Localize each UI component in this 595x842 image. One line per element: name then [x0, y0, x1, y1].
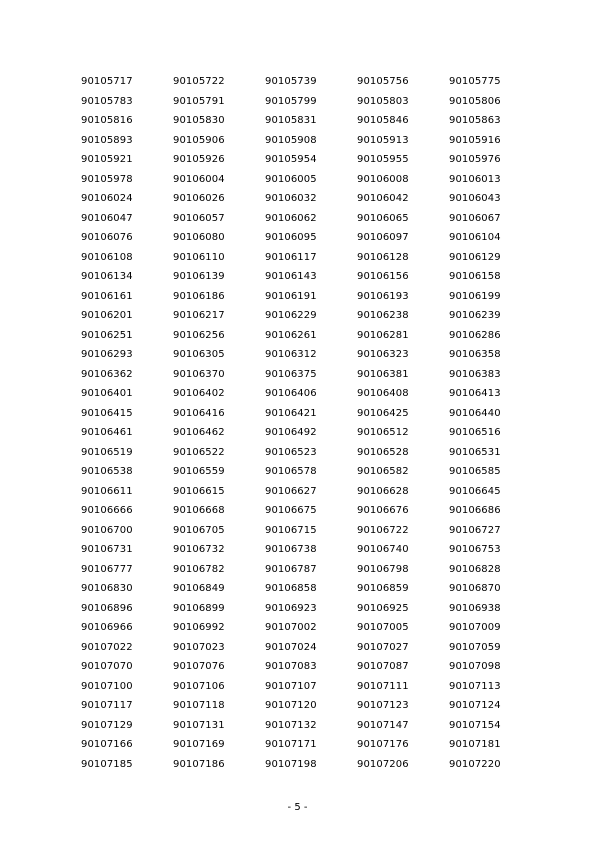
table-cell: 90107185	[81, 758, 133, 770]
table-cell: 90106062	[265, 212, 317, 224]
table-cell: 90106065	[357, 212, 409, 224]
table-cell: 90106668	[173, 505, 225, 516]
table-cell: 90106992	[173, 622, 225, 633]
table-cell: 90106408	[357, 388, 409, 399]
table-cell: 90106005	[265, 173, 317, 185]
table-cell: 90107186	[173, 758, 225, 770]
table-cell: 90106425	[357, 407, 409, 419]
table-cell: 90106522	[173, 446, 225, 458]
table-cell: 90105831	[265, 115, 317, 126]
table-cell: 90106828	[449, 563, 501, 575]
table-cell: 90106859	[357, 583, 409, 594]
table-cell: 90106896	[81, 602, 133, 614]
table-cell: 90106753	[449, 544, 501, 555]
table-cell: 90106519	[81, 446, 133, 458]
table-cell: 90106666	[81, 505, 133, 516]
table-cell: 90106523	[265, 446, 317, 458]
number-table	[81, 72, 541, 774]
table-cell: 90106406	[265, 388, 317, 399]
table-cell: 90107023	[173, 641, 225, 653]
table-cell: 90106686	[449, 505, 501, 516]
table-cell: 90106362	[81, 368, 133, 380]
table-cell: 90106966	[81, 622, 133, 633]
table-cell: 90105806	[449, 95, 501, 107]
table-cell: 90106787	[265, 563, 317, 575]
table-cell: 90106229	[265, 310, 317, 321]
table-cell: 90107098	[449, 661, 501, 672]
table-cell: 90107220	[449, 758, 501, 770]
table-cell: 90106578	[265, 466, 317, 477]
table-cell: 90107129	[81, 719, 133, 731]
table-cell: 90106516	[449, 427, 501, 438]
table-cell: 90106134	[81, 271, 133, 282]
table-cell: 90107083	[265, 661, 317, 672]
table-cell: 90106128	[357, 251, 409, 263]
table-cell: 90106531	[449, 446, 501, 458]
table-cell: 90107154	[449, 719, 501, 731]
table-cell: 90106421	[265, 407, 317, 419]
table-cell: 90106830	[81, 583, 133, 594]
table-cell: 90107027	[357, 641, 409, 653]
table-cell: 90106199	[449, 290, 501, 302]
table-cell: 90106416	[173, 407, 225, 419]
table-cell: 90106440	[449, 407, 501, 419]
table-cell: 90107117	[81, 700, 133, 711]
table-cell: 90106251	[81, 329, 133, 341]
table-cell: 90106645	[449, 485, 501, 497]
table-cell: 90106108	[81, 251, 133, 263]
table-cell: 90106611	[81, 485, 133, 497]
table-cell: 90106722	[357, 524, 409, 536]
table-cell: 90105978	[81, 173, 133, 185]
table-cell: 90106538	[81, 466, 133, 477]
table-cell: 90106358	[449, 349, 501, 360]
table-cell: 90106738	[265, 544, 317, 555]
table-cell: 90106798	[357, 563, 409, 575]
table-cell: 90107022	[81, 641, 133, 653]
table-cell: 90106117	[265, 251, 317, 263]
table-cell: 90105799	[265, 95, 317, 107]
table-cell: 90106740	[357, 544, 409, 555]
table-cell: 90106923	[265, 602, 317, 614]
table-cell: 90105830	[173, 115, 225, 126]
table-cell: 90107206	[357, 758, 409, 770]
table-cell: 90106323	[357, 349, 409, 360]
table-cell: 90106849	[173, 583, 225, 594]
table-cell: 90105921	[81, 154, 133, 165]
table-cell: 90105955	[357, 154, 409, 165]
table-cell: 90107120	[265, 700, 317, 711]
table-cell: 90106097	[357, 232, 409, 243]
table-cell: 90106032	[265, 193, 317, 204]
table-cell: 90107076	[173, 661, 225, 672]
table-cell: 90107009	[449, 622, 501, 633]
table-cell: 90105756	[357, 76, 409, 87]
table-cell: 90106161	[81, 290, 133, 302]
table-cell: 90106191	[265, 290, 317, 302]
table-cell: 90105775	[449, 76, 501, 87]
table-cell: 90107059	[449, 641, 501, 653]
table-cell: 90106043	[449, 193, 501, 204]
table-cell: 90106383	[449, 368, 501, 380]
table-cell: 90107002	[265, 622, 317, 633]
table-cell: 90106104	[449, 232, 501, 243]
table-cell: 90106139	[173, 271, 225, 282]
table-cell: 90107198	[265, 758, 317, 770]
table-cell: 90107181	[449, 739, 501, 750]
table-cell: 90107106	[173, 680, 225, 692]
table-cell: 90106582	[357, 466, 409, 477]
table-cell: 90106201	[81, 310, 133, 321]
table-cell: 90105846	[357, 115, 409, 126]
table-cell: 90106615	[173, 485, 225, 497]
table-cell: 90107107	[265, 680, 317, 692]
table-cell: 90106076	[81, 232, 133, 243]
table-cell: 90106008	[357, 173, 409, 185]
table-cell: 90105976	[449, 154, 501, 165]
table-cell: 90107113	[449, 680, 501, 692]
table-cell: 90106312	[265, 349, 317, 360]
table-cell: 90106067	[449, 212, 501, 224]
table-cell: 90106528	[357, 446, 409, 458]
table-cell: 90106158	[449, 271, 501, 282]
table-cell: 90106401	[81, 388, 133, 399]
table-cell: 90105926	[173, 154, 225, 165]
table-cell: 90106585	[449, 466, 501, 477]
table-cell: 90106512	[357, 427, 409, 438]
table-cell: 90106870	[449, 583, 501, 594]
table-cell: 90106004	[173, 173, 225, 185]
table-cell: 90106462	[173, 427, 225, 438]
table-cell: 90107131	[173, 719, 225, 731]
table-cell: 90106370	[173, 368, 225, 380]
table-cell: 90107087	[357, 661, 409, 672]
table-cell: 90106047	[81, 212, 133, 224]
table-cell: 90106415	[81, 407, 133, 419]
table-cell: 90107100	[81, 680, 133, 692]
table-cell: 90105816	[81, 115, 133, 126]
table-cell: 90107070	[81, 661, 133, 672]
table-cell: 90105913	[357, 134, 409, 146]
table-cell: 90107176	[357, 739, 409, 750]
table-cell: 90106256	[173, 329, 225, 341]
table-cell: 90106239	[449, 310, 501, 321]
table-cell: 90106217	[173, 310, 225, 321]
table-cell: 90106013	[449, 173, 501, 185]
table-cell: 90106858	[265, 583, 317, 594]
page-number: - 5 -	[287, 802, 308, 813]
table-cell: 90107147	[357, 719, 409, 731]
table-cell: 90106143	[265, 271, 317, 282]
table-cell: 90106129	[449, 251, 501, 263]
table-cell: 90106461	[81, 427, 133, 438]
table-cell: 90106715	[265, 524, 317, 536]
table-cell: 90107118	[173, 700, 225, 711]
table-cell: 90106731	[81, 544, 133, 555]
table-cell: 90106627	[265, 485, 317, 497]
table-cell: 90105739	[265, 76, 317, 87]
table-cell: 90105803	[357, 95, 409, 107]
table-cell: 90106293	[81, 349, 133, 360]
table-cell: 90106782	[173, 563, 225, 575]
table-cell: 90105791	[173, 95, 225, 107]
table-cell: 90107132	[265, 719, 317, 731]
table-cell: 90106732	[173, 544, 225, 555]
table-cell: 90105916	[449, 134, 501, 146]
table-cell: 90106238	[357, 310, 409, 321]
table-cell: 90106110	[173, 251, 225, 263]
table-cell: 90105908	[265, 134, 317, 146]
table-cell: 90106305	[173, 349, 225, 360]
table-cell: 90106925	[357, 602, 409, 614]
table-cell: 90107024	[265, 641, 317, 653]
table-cell: 90106281	[357, 329, 409, 341]
table-cell: 90106559	[173, 466, 225, 477]
table-cell: 90107005	[357, 622, 409, 633]
table-cell: 90106675	[265, 505, 317, 516]
table-cell: 90106080	[173, 232, 225, 243]
table-cell: 90106705	[173, 524, 225, 536]
table-cell: 90107111	[357, 680, 409, 692]
table-cell: 90106727	[449, 524, 501, 536]
table-cell: 90106375	[265, 368, 317, 380]
table-cell: 90106026	[173, 193, 225, 204]
table-cell: 90106156	[357, 271, 409, 282]
table-cell: 90105863	[449, 115, 501, 126]
table-cell: 90106261	[265, 329, 317, 341]
table-cell: 90105893	[81, 134, 133, 146]
table-cell: 90106286	[449, 329, 501, 341]
table-cell: 90106095	[265, 232, 317, 243]
table-cell: 90106492	[265, 427, 317, 438]
table-cell: 90106676	[357, 505, 409, 516]
table-cell: 90106413	[449, 388, 501, 399]
table-cell: 90105722	[173, 76, 225, 87]
table-cell: 90107166	[81, 739, 133, 750]
table-cell: 90106381	[357, 368, 409, 380]
table-cell: 90105783	[81, 95, 133, 107]
table-cell: 90106700	[81, 524, 133, 536]
table-cell: 90107123	[357, 700, 409, 711]
table-cell: 90106024	[81, 193, 133, 204]
table-cell: 90107169	[173, 739, 225, 750]
table-cell: 90105717	[81, 76, 133, 87]
table-cell: 90106193	[357, 290, 409, 302]
table-cell: 90106899	[173, 602, 225, 614]
table-cell: 90106628	[357, 485, 409, 497]
table-cell: 90107171	[265, 739, 317, 750]
table-cell: 90106938	[449, 602, 501, 614]
table-cell: 90107124	[449, 700, 501, 711]
table-cell: 90106057	[173, 212, 225, 224]
table-cell: 90105954	[265, 154, 317, 165]
table-cell: 90106042	[357, 193, 409, 204]
table-cell: 90106186	[173, 290, 225, 302]
table-cell: 90105906	[173, 134, 225, 146]
table-cell: 90106402	[173, 388, 225, 399]
table-cell: 90106777	[81, 563, 133, 575]
